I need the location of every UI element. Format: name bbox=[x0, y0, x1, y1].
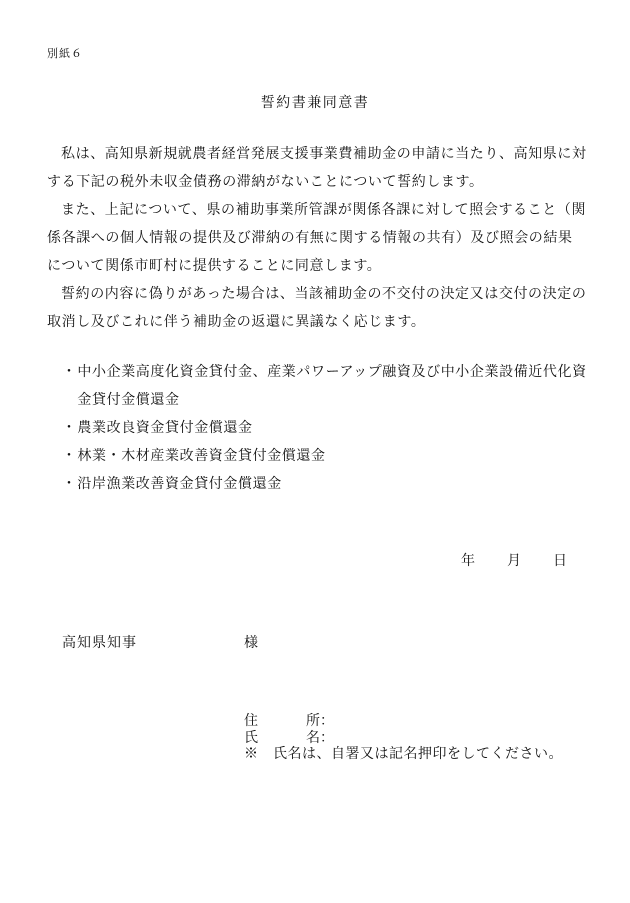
addressee: 高知県知事 bbox=[62, 635, 137, 651]
list-item-text: 林業・木材産業改善資金貸付金償還金 bbox=[77, 448, 326, 464]
paragraph-falsehood: 誓約の内容に偽りがあった場合は、当該補助金の不交付の決定又は交付の決定の取消し及びこれに伴う補助金の返還に異議なく応じます。 bbox=[47, 286, 587, 330]
honorific: 様 bbox=[244, 635, 258, 651]
name-label-2: 名： bbox=[306, 730, 334, 746]
list-item bbox=[62, 358, 587, 414]
annex-label: 別紙６ bbox=[47, 47, 83, 60]
list-item bbox=[62, 414, 587, 442]
list-item bbox=[62, 470, 587, 498]
list-item bbox=[62, 442, 587, 470]
paragraph-pledge: 私は、高知県新規就農者経営発展支援事業費補助金の申請に当たり、高知県に対する下記の税外未収金債務の滞納がないことについて誓約します。 bbox=[47, 146, 587, 190]
date-year: 年 bbox=[461, 553, 475, 569]
bullet: ・ bbox=[62, 420, 77, 436]
address-label-1: 住 bbox=[244, 713, 258, 729]
address-label-2: 所： bbox=[306, 713, 334, 729]
bullet: ・ bbox=[62, 476, 77, 492]
name-label-1: 氏 bbox=[244, 730, 258, 746]
signature-note: ※ 氏名は、自署又は記名押印をしてください。 bbox=[244, 746, 563, 762]
bullet: ・ bbox=[62, 364, 77, 380]
date-day: 日 bbox=[553, 553, 567, 569]
list-item-text: 中小企業高度化資金貸付金、産業パワーアップ融資及び中小企業設備近代化資金貸付金償還金 bbox=[77, 364, 587, 408]
list-item-text: 農業改良資金貸付金償還金 bbox=[77, 420, 253, 436]
document-title: 誓約書兼同意書 bbox=[260, 95, 370, 111]
debt-list bbox=[62, 358, 587, 498]
document-body bbox=[47, 140, 587, 336]
list-item-text: 沿岸漁業改善資金貸付金償還金 bbox=[77, 476, 282, 492]
date-month: 月 bbox=[507, 553, 521, 569]
paragraph-consent: また、上記について、県の補助事業所管課が関係各課に対して照会すること（関係各課への個人情報の提供及び滞納の有無に関する情報の共有）及び照会の結果について関係市町村に提供することに同意します。 bbox=[47, 202, 587, 274]
bullet: ・ bbox=[62, 448, 77, 464]
